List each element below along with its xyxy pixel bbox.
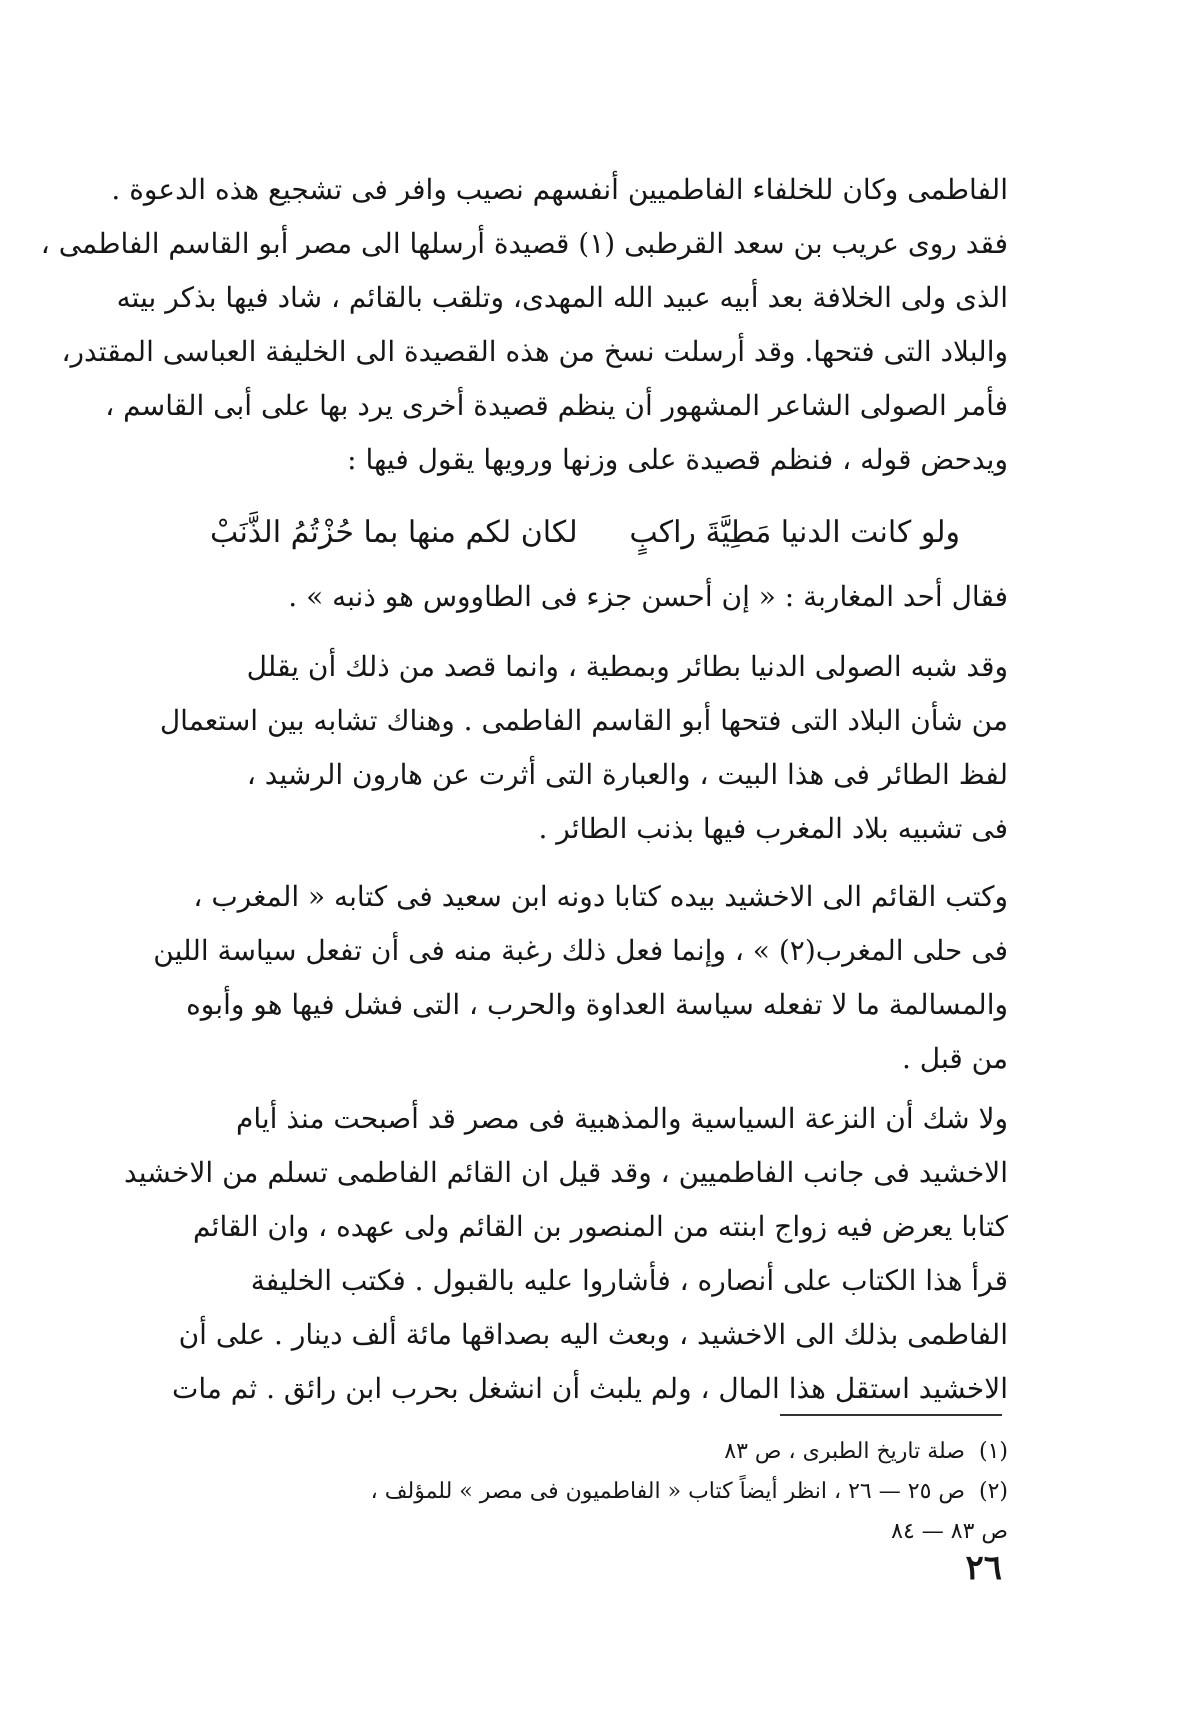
footnote-2 xyxy=(208,1472,1008,1512)
text-line: فى تشبيه بلاد المغرب فيها بذنب الطائر . xyxy=(538,812,1008,845)
text-line: فأمر الصولى الشاعر المشهور أن ينظم قصيدة أخرى يرد بها على أبى القاسم ، xyxy=(105,389,1008,422)
text-line: وكتب القائم الى الاخشيد بيده كتابا دونه ابن سعيد فى كتابه « المغرب ، xyxy=(193,880,1008,913)
text-line: والبلاد التى فتحها. وقد أرسلت نسخ من هذه القصيدة الى الخليفة العباسى المقتدر، xyxy=(61,335,1008,368)
text-line: الفاطمى بذلك الى الاخشيد ، وبعث اليه بصداقها مائة ألف دينار . على أن xyxy=(178,1318,1008,1351)
footnote-text: صلة تاريخ الطبرى ، ص ٨٣ xyxy=(724,1439,965,1464)
text-line: من قبل . xyxy=(901,1042,1008,1075)
text-line: كتابا يعرض فيه زواج ابنته من المنصور بن القائم ولى عهده ، وان القائم xyxy=(193,1210,1008,1243)
verse-second-hemistich: لكان لكم منها بما حُزْتُمُ الذَّنَبْ xyxy=(210,515,578,550)
text-line: الاخشيد فى جانب الفاطميين ، وقد قيل ان القائم الفاطمى تسلم من الاخشيد xyxy=(124,1156,1008,1189)
text-line: ويدحض قوله ، فنظم قصيدة على وزنها ورويها يقول فيها : xyxy=(347,443,1008,476)
verse-first-hemistich: ولو كانت الدنيا مَطِيَّةَ راكبٍ xyxy=(629,515,960,550)
text-line: ولا شك أن النزعة السياسية والمذهبية فى مصر قد أصبحت منذ أيام xyxy=(236,1102,1008,1135)
text-line: والمسالمة ما لا تفعله سياسة العداوة والحرب ، التى فشل فيها هو وأبوه xyxy=(186,988,1008,1021)
text-line: الاخشيد استقل هذا المال ، ولم يلبث أن انشغل بحرب ابن رائق . ثم مات xyxy=(171,1372,1008,1405)
poetry-verse xyxy=(210,508,990,558)
footnotes xyxy=(208,1432,1008,1552)
footnote-2-continuation: ص ٨٣ — ٨٤ xyxy=(891,1519,1008,1544)
paragraph-2 xyxy=(208,570,1008,624)
page-number: ٢٦ xyxy=(965,1548,1002,1588)
text-line: فى حلى المغرب(٢) » ، وإنما فعل ذلك رغبة منه فى أن تفعل سياسة اللين xyxy=(153,934,1008,967)
footnote-1 xyxy=(208,1432,1008,1472)
text-line: قرأ هذا الكتاب على أنصاره ، فأشاروا عليه بالقبول . فكتب الخليفة xyxy=(250,1264,1008,1297)
paragraph-4 xyxy=(153,870,1008,1086)
paragraph-1 xyxy=(40,163,1008,487)
footnote-divider xyxy=(780,1414,1002,1416)
text-line: الفاطمى وكان للخلفاء الفاطميين أنفسهم نصيب وافر فى تشجيع هذه الدعوة . xyxy=(111,173,1008,206)
footnote-number: (١) xyxy=(978,1439,1008,1464)
footnote-text: ص ٢٥ — ٢٦ ، انظر أيضاً كتاب « الفاطميون فى مصر » للمؤلف ، xyxy=(370,1479,965,1504)
footnote-number: (٢) xyxy=(978,1479,1008,1504)
paragraph-5 xyxy=(124,1092,1008,1416)
text-line: من شأن البلاد التى فتحها أبو القاسم الفاطمى . وهناك تشابه بين استعمال xyxy=(159,704,1008,737)
text-line: لفظ الطائر فى هذا البيت ، والعبارة التى أثرت عن هارون الرشيد ، xyxy=(246,758,1008,791)
text-line: الذى ولى الخلافة بعد أبيه عبيد الله المهدى، وتلقب بالقائم ، شاد فيها بذكر بيته xyxy=(116,281,1008,314)
paragraph-3 xyxy=(159,640,1008,856)
text-line: فقال أحد المغاربة : « إن أحسن جزء فى الطاووس هو ذنبه » . xyxy=(288,580,1008,613)
text-line: وقد شبه الصولى الدنيا بطائر وبمطية ، وانما قصد من ذلك أن يقلل xyxy=(246,650,1008,683)
text-line: فقد روى عريب بن سعد القرطبى (١) قصيدة أرسلها الى مصر أبو القاسم الفاطمى ، xyxy=(40,227,1008,260)
